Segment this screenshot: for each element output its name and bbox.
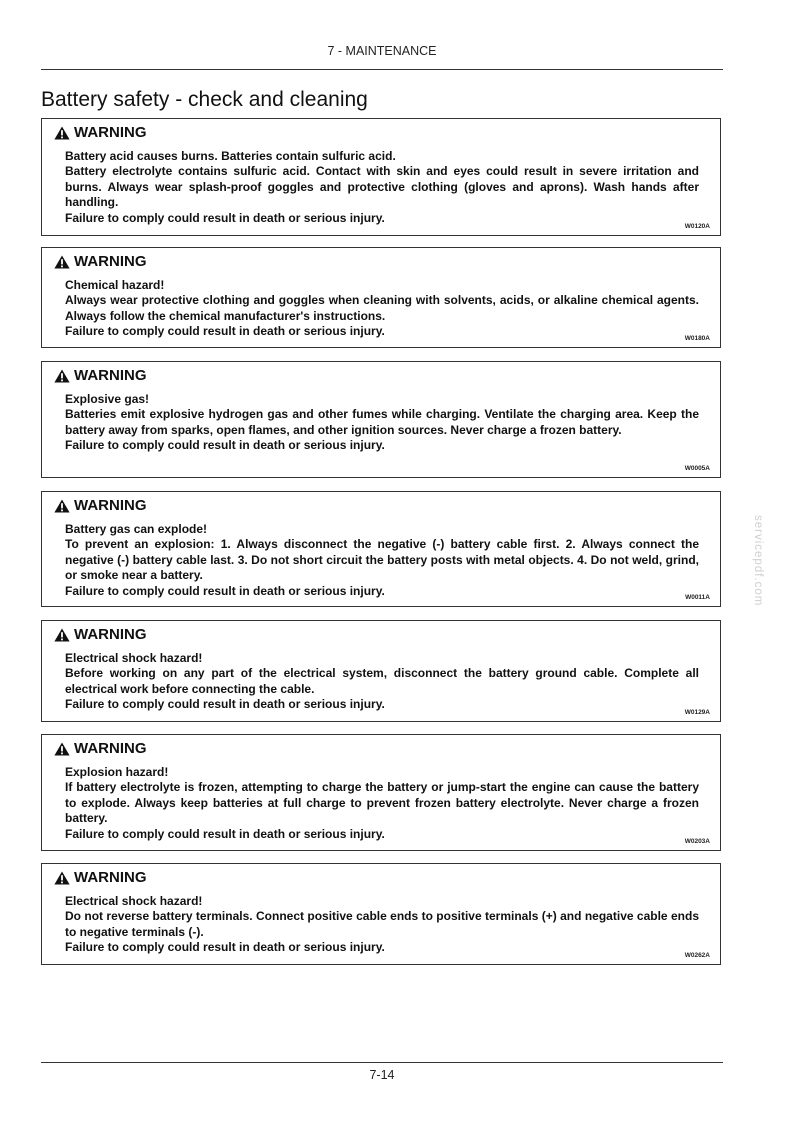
warning-code: W0005A (684, 465, 710, 472)
warning-code: W0203A (684, 838, 710, 845)
warning-label: WARNING (74, 253, 147, 270)
warning-line: Chemical hazard! (65, 278, 165, 292)
warning-code: W0129A (684, 709, 710, 716)
warning-triangle-icon (54, 628, 70, 642)
warning-header (54, 124, 147, 141)
warning-line: Batteries emit explosive hydrogen gas and other fumes while charging. Ventilate the charging area. Keep the battery away from sparks, open flames, and other ignition sources. Never charge a frozen battery. (65, 407, 699, 437)
warning-header (54, 626, 147, 643)
warning-text (65, 894, 699, 956)
warning-triangle-icon (54, 369, 70, 383)
warning-line: Electrical shock hazard! (65, 651, 203, 665)
warning-code: W0262A (684, 952, 710, 959)
warning-line: Failure to comply could result in death or serious injury. (65, 940, 385, 955)
warning-triangle-icon (54, 499, 70, 513)
warning-line: Battery gas can explode! (65, 522, 208, 536)
warning-text (65, 149, 699, 226)
warning-line: Do not reverse battery terminals. Connect positive cable ends to positive terminals (+) and negative cable ends to negative terminals (-). (65, 909, 699, 939)
warning-line: Before working on any part of the electrical system, disconnect the battery ground cable. Complete all electrical work before connecting the cable. (65, 666, 699, 696)
warning-box (41, 863, 721, 965)
warning-line: To prevent an explosion: 1. Always disconnect the negative (-) battery cable first. 2. Always connect the negative (-) battery cable last. 3. Do not short circuit the battery posts with metal objects. 4. Do not weld, grind, or smoke near a battery. (65, 537, 699, 583)
warning-line: Failure to comply could result in death or serious injury. (65, 697, 385, 712)
header-rule (41, 69, 723, 70)
warning-box (41, 491, 721, 607)
warning-text (65, 392, 699, 454)
warning-header (54, 367, 147, 384)
warning-line: Failure to comply could result in death or serious injury. (65, 438, 385, 453)
warning-line: Failure to comply could result in death or serious injury. (65, 583, 385, 598)
page-number: 7-14 (369, 1068, 395, 1082)
warning-line: Explosive gas! (65, 392, 150, 406)
warning-box (41, 734, 721, 851)
warning-label: WARNING (74, 626, 147, 643)
warning-label: WARNING (74, 869, 147, 886)
warning-label: WARNING (74, 124, 147, 141)
warning-line: Failure to comply could result in death or serious injury. (65, 826, 385, 841)
warning-line: Explosion hazard! (65, 765, 169, 779)
warning-header (54, 869, 147, 886)
warning-line: Always wear protective clothing and goggles when cleaning with solvents, acids, or alkaline chemical agents. Always follow the chemical manufacturer's instructions. (65, 293, 699, 323)
warning-line: Electrical shock hazard! (65, 894, 203, 908)
warning-box (41, 361, 721, 478)
warning-header (54, 497, 147, 514)
warning-code: W0120A (684, 223, 710, 230)
warning-header (54, 740, 147, 757)
warning-line: Battery electrolyte contains sulfuric acid. Contact with skin and eyes could result in severe irritation and burns. Always wear splash-proof goggles and protective clothing (gloves and aprons). Wash hands after handling. (65, 164, 699, 210)
warning-box (41, 247, 721, 348)
warning-line: Failure to comply could result in death or serious injury. (65, 324, 385, 339)
warning-text (65, 278, 699, 340)
warning-header (54, 253, 147, 270)
warning-text (65, 522, 699, 599)
warning-code: W0180A (684, 335, 710, 342)
warning-label: WARNING (74, 497, 147, 514)
warning-box (41, 118, 721, 236)
warning-text (65, 651, 699, 713)
warning-line: Failure to comply could result in death or serious injury. (65, 210, 385, 225)
warning-triangle-icon (54, 255, 70, 269)
warning-label: WARNING (74, 740, 147, 757)
warning-line: If battery electrolyte is frozen, attempting to charge the battery or jump-start the engine can cause the battery to explode. Always keep batteries at full charge to prevent frozen battery electrolyte. Never charge a frozen battery. (65, 780, 699, 826)
warning-box (41, 620, 721, 722)
warning-line: Battery acid causes burns. Batteries contain sulfuric acid. (65, 149, 396, 163)
warning-text (65, 765, 699, 842)
warning-code: W0011A (685, 594, 710, 601)
warning-triangle-icon (54, 742, 70, 756)
watermark: servicepdf.com (752, 515, 764, 607)
warning-triangle-icon (54, 871, 70, 885)
warning-triangle-icon (54, 126, 70, 140)
page-header: 7 - MAINTENANCE (327, 44, 437, 58)
warning-label: WARNING (74, 367, 147, 384)
page-title: Battery safety - check and cleaning (41, 88, 368, 111)
footer-rule (41, 1062, 723, 1063)
